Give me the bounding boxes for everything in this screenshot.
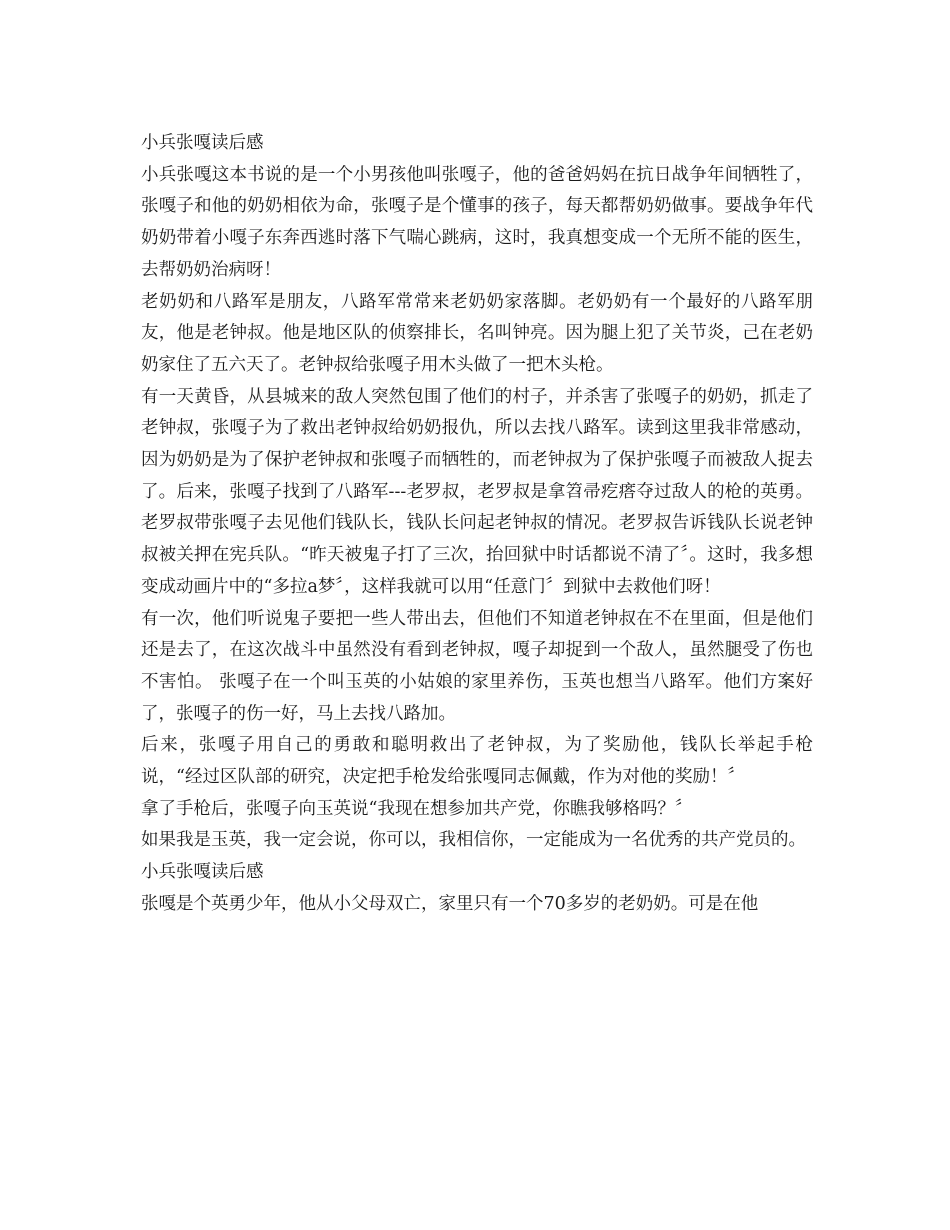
paragraph: 小兵张嘎这本书说的是一个小男孩他叫张嘎子，他的爸爸妈妈在抗日战争年间牺牲了，张嘎子和他的奶奶相依为命，张嘎子是个懂事的孩子，每天都帮奶奶做事。要战争年代奶奶带着小嘎子东奔西逃时落下气喘心跳病，这时，我真想变成一个无所不能的医生，去帮奶奶治病呀！ bbox=[141, 164, 813, 280]
paragraph: 拿了手枪后，张嘎子向玉英说“我现在想参加共产党，你瞧我够格吗？〞 bbox=[141, 798, 693, 819]
paragraph: 后来，张嘎子用自己的勇敢和聪明救出了老钟叔，为了奖励他，钱队长举起手枪说，“经过区队部的研究，决定把手枪发给张嘎同志佩戴，作为对他的奖励！〞 bbox=[141, 735, 813, 788]
paragraph: 如果我是玉英，我一定会说，你可以，我相信你，一定能成为一名优秀的共产党员的。 bbox=[141, 830, 806, 851]
paragraph: 有一天黄昏，从县城来的敌人突然包围了他们的村子，并杀害了张嘎子的奶奶，抓走了老钟叔，张嘎子为了救出老钟叔给奶奶报仇，所以去找八路军。读到这里我非常感动，因为奶奶是为了保护老钟叔和张嘎子而牺牲的，而老钟叔为了保护张嘎子而被敌人捉去了。后来，张嘎子找到了八路军---老罗叔，老罗叔是拿笤帚疙瘩夺过敌人的枪的英勇。老罗叔带张嘎子去见他们钱队长，钱队长问起老钟叔的情况。老罗叔告诉钱队长说老钟叔被关押在宪兵队。“昨天被鬼子打了三次，抬回狱中时话都说不清了〞。这时，我多想变成动画片中的“多拉a梦〞，这样我就可以用“任意门〞到狱中去救他们呀！ bbox=[141, 386, 813, 597]
paragraph: 老奶奶和八路军是朋友，八路军常常来老奶奶家落脚。老奶奶有一个最好的八路军朋友，他是老钟叔。他是地区队的侦察排长，名叫钟亮。因为腿上犯了关节炎，己在老奶奶家住了五六天了。老钟叔给张嘎子用木头做了一把木头枪。 bbox=[141, 291, 813, 375]
document-body bbox=[141, 128, 813, 921]
essay-title-second: 小兵张嘎读后感 bbox=[141, 862, 264, 883]
essay-title: 小兵张嘎读后感 bbox=[141, 133, 264, 153]
paragraph: 有一次，他们听说鬼子要把一些人带出去，但他们不知道老钟叔在不在里面，但是他们还是去了，在这次战斗中虽然没有看到老钟叔，嘎子却捉到一个敌人，虽然腿受了伤也不害怕。 张嘎子在一个叫玉英的小姑娘的家里养伤，玉英也想当八路军。他们方案好了，张嘎子的伤一好，马上去找八路加。 bbox=[141, 608, 813, 724]
paragraph: 张嘎是个英勇少年，他从小父母双亡，家里只有一个70多岁的老奶奶。可是在他 bbox=[141, 893, 759, 914]
